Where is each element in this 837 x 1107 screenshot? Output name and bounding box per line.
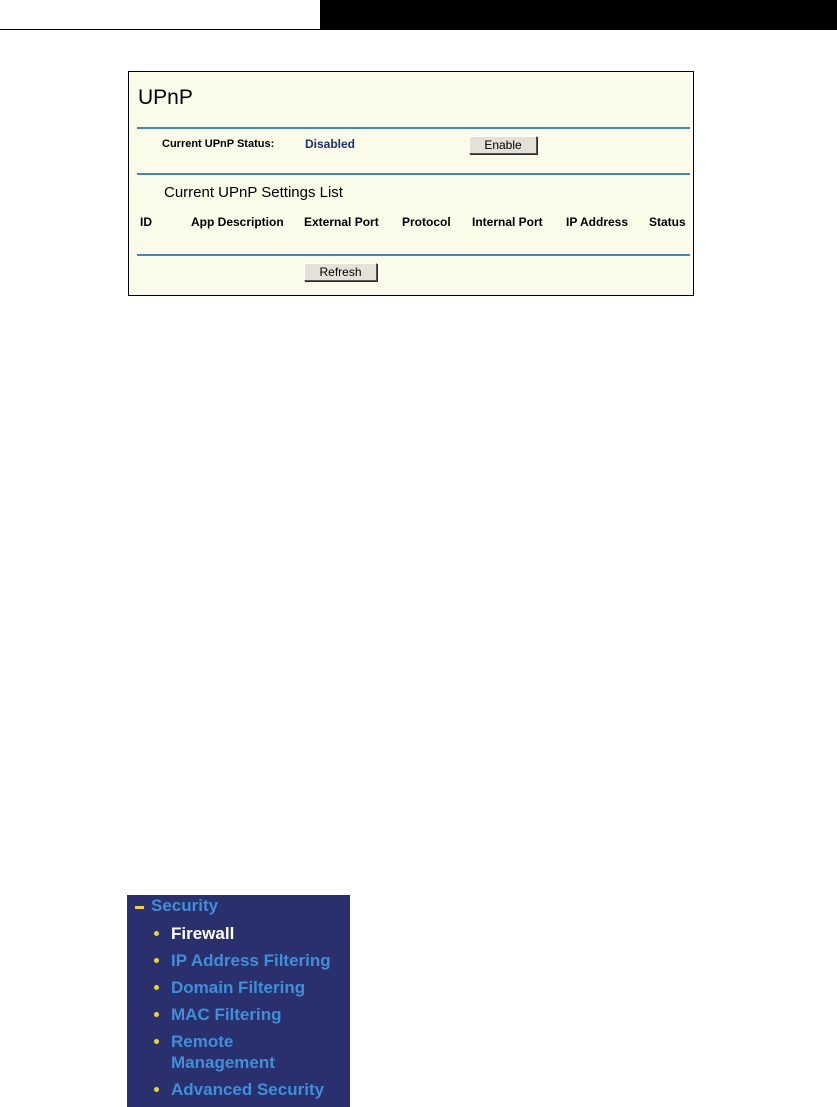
menu-item-label-line2: Management	[171, 1053, 275, 1072]
divider	[137, 254, 690, 256]
bullet-dot-icon	[154, 1012, 159, 1017]
column-header-internal-port: Internal Port	[472, 215, 543, 229]
upnp-status-label: Current UPnP Status:	[162, 138, 275, 150]
bullet-dot-icon	[154, 1087, 159, 1092]
security-menu	[127, 895, 350, 1107]
bullet-dot-icon	[154, 985, 159, 990]
header-rule	[0, 29, 837, 30]
column-header-app-description: App Description	[191, 215, 284, 229]
menu-item-label-line1: Remote	[171, 1032, 234, 1051]
upnp-panel	[128, 71, 694, 296]
column-header-protocol: Protocol	[402, 215, 451, 229]
divider	[137, 127, 690, 129]
upnp-status-value: Disabled	[305, 137, 356, 151]
menu-heading-label: Security	[151, 896, 219, 915]
column-header-ip-address: IP Address	[566, 215, 629, 229]
minus-icon	[135, 906, 144, 909]
refresh-button[interactable]: Refresh	[304, 263, 377, 281]
menu-item-label: IP Address Filtering	[171, 951, 331, 970]
bullet-dot-icon	[154, 1039, 159, 1044]
column-header-id: ID	[140, 215, 152, 229]
menu-item-label: Firewall	[171, 924, 235, 943]
bullet-dot-icon	[154, 931, 159, 936]
settings-list-title: Current UPnP Settings List	[164, 184, 343, 201]
menu-item-label: Advanced Security	[171, 1080, 325, 1099]
bullet-dot-icon	[154, 958, 159, 963]
menu-item-label: Domain Filtering	[171, 978, 306, 997]
page-title: UPnP	[138, 86, 193, 109]
menu-item-label: MAC Filtering	[171, 1005, 282, 1024]
column-header-external-port: External Port	[304, 215, 379, 229]
header-bar	[320, 0, 837, 29]
column-header-status: Status	[649, 215, 686, 229]
enable-button[interactable]: Enable	[469, 136, 537, 154]
divider	[137, 173, 690, 175]
